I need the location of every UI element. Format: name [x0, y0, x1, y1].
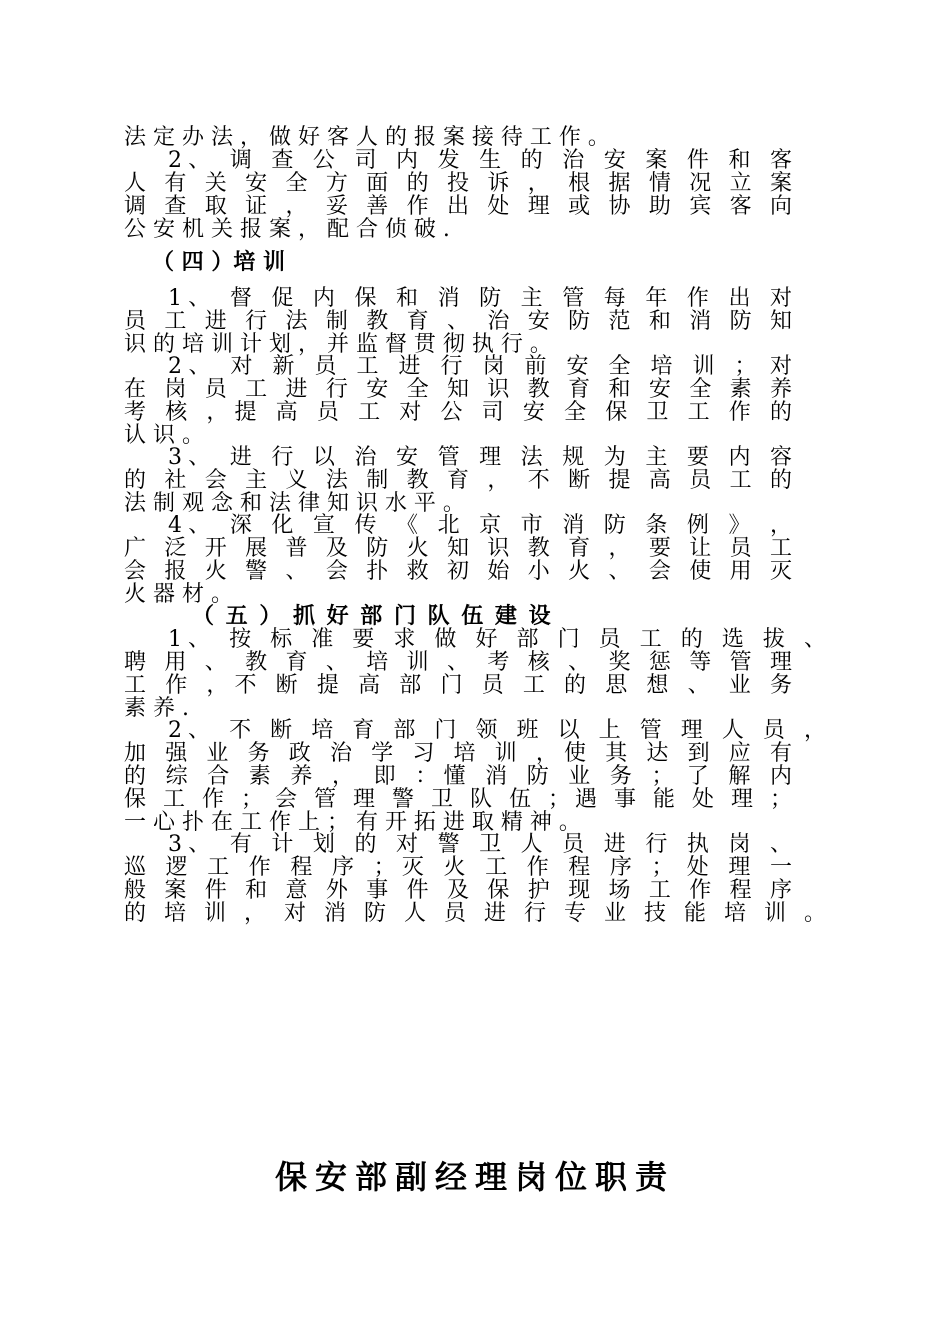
- text-line: 2、 不 断 培 育 部 门 领 班 以 上 管 理 人 员 ，: [168, 718, 826, 743]
- text-line: 2、 调 查 公 司 内 发 生 的 治 安 案 件 和 客: [168, 148, 792, 173]
- text-line: 的 社 会 主 义 法 制 教 育 ， 不 断 提 高 员 工 的: [124, 468, 792, 493]
- section-heading-training: （ 四 ）培 训: [152, 249, 285, 275]
- text-line: 的 综 合 素 养 ， 即 ：懂 消 防 业 务 ； 了 解 内: [124, 764, 792, 789]
- text-line: 般 案 件 和 意 外 事 件 及 保 护 现 场 工 作 程 序: [124, 878, 792, 903]
- text-line: 识 的 培 训 计 划 ， 并 监 督 贯 彻 执 行 。: [124, 332, 552, 357]
- text-line: 2、 对 新 员 工 进 行 岗 前 安 全 培 训 ； 对: [168, 354, 792, 379]
- text-line: 的 培 训 ， 对 消 防 人 员 进 行 专 业 技 能 培 训 。: [124, 901, 826, 926]
- text-line: 法 定 办 法 ， 做 好 客 人 的 报 案 接 待 工 作 。: [124, 125, 610, 150]
- text-line: 3、 有 计 划 的 对 警 卫 人 员 进 行 执 岗 、: [168, 832, 792, 857]
- text-line: 考 核 ，提 高 员 工 对 公 司 安 全 保 卫 工 作 的: [124, 400, 792, 425]
- text-line: 4、 深 化 宣 传 《 北 京 市 消 防 条 例 》 ，: [168, 513, 792, 538]
- text-line: 火 器 材 。: [124, 582, 233, 607]
- text-line: 公 安 机 关 报 案 ， 配 合 侦 破 .: [124, 217, 450, 242]
- text-line: 一 心 扑 在 工 作 上 ； 有 开 拓 进 取 精 神 。: [124, 810, 581, 835]
- text-line: 员 工 进 行 法 制 教 育 、 治 安 防 范 和 消 防 知: [124, 309, 792, 334]
- text-line: 1、 按 标 准 要 求 做 好 部 门 员 工 的 选 拔 、: [168, 627, 826, 652]
- text-line: 认 识 。: [124, 423, 204, 448]
- text-line: 在 岗 员 工 进 行 安 全 知 识 教 育 和 安 全 素 养: [124, 377, 792, 402]
- text-line: 加 强 业 务 政 治 学 习 培 训 ，使 其 达 到 应 有: [124, 741, 792, 766]
- text-line: 广 泛 开 展 普 及 防 火 知 识 教 育 ， 要 让 员 工: [124, 536, 792, 561]
- text-line: 3、 进 行 以 治 安 管 理 法 规 为 主 要 内 容: [168, 445, 792, 470]
- text-line: 素 养 .: [124, 696, 189, 721]
- text-line: 会 报 火 警 、 会 扑 救 初 始 小 火 、 会 使 用 灭: [124, 559, 792, 584]
- text-line: 调 查 取 证 ， 妥 善 作 出 处 理 或 协 助 宾 客 向: [124, 194, 792, 219]
- text-line: 保 工 作 ； 会 管 理 警 卫 队 伍 ；遇 事 能 处 理 ；: [124, 787, 792, 812]
- text-line: 巡 逻 工 作 程 序 ；灭 火 工 作 程 序 ； 处 理 一: [124, 855, 792, 880]
- text-line: 法 制 观 念 和 法 律 知 识 水 平 。: [124, 491, 465, 516]
- text-line: 聘 用 、 教 育 、 培 训 、 考 核 、 奖 惩 等 管 理: [124, 650, 792, 675]
- text-line: 工 作 ，不 断 提 高 部 门 员 工 的 思 想 、 业 务: [124, 673, 792, 698]
- document-title: 保安部副经理岗位职责: [274, 1158, 675, 1196]
- section-heading-team-building: （ 五 ） 抓 好 部 门 队 伍 建 设: [192, 603, 553, 629]
- text-line: 人 有 关 安 全 方 面 的 投 诉 ， 根 据 情 况 立 案: [124, 171, 792, 196]
- text-line: 1、 督 促 内 保 和 消 防 主 管 每 年 作 出 对: [168, 286, 792, 311]
